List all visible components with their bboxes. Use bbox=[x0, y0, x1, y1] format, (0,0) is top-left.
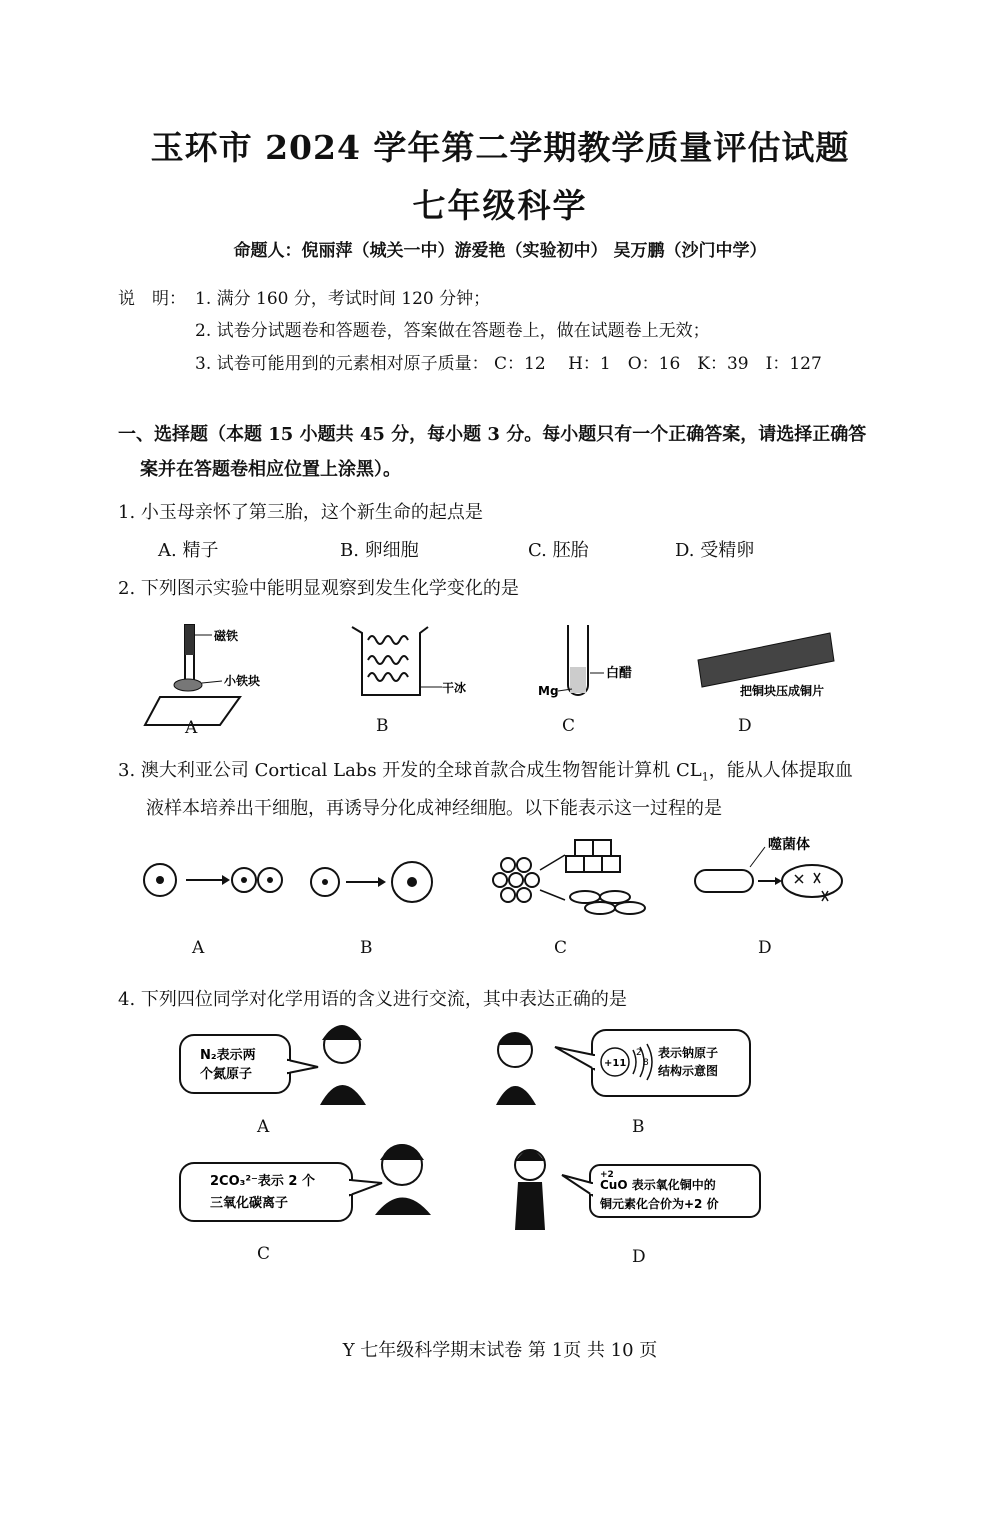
question-1-stem: 1. 小玉母亲怀了第三胎，这个新生命的起点是 bbox=[118, 502, 483, 523]
q1-option-a[interactable]: A. 精子 bbox=[158, 540, 219, 561]
q3-figure-a-cell-division bbox=[144, 864, 282, 896]
q4-a-line2: 个氮原子 bbox=[200, 1067, 253, 1082]
question-3-stem-cont: 液样本培养出干细胞，再诱导分化成神经细胞。以下能表示这一过程的是 bbox=[146, 798, 722, 819]
q4-bubble-a bbox=[180, 1035, 318, 1093]
q4-bubble-c bbox=[180, 1163, 382, 1221]
section-heading: 一、选择题（本题 15 小题共 45 分，每小题 3 分。每小题只有一个正确答案，请选择正确答 bbox=[118, 424, 867, 445]
q4-d-super: +2 bbox=[600, 1170, 614, 1180]
q4-b-e1: 2 bbox=[636, 1048, 642, 1058]
q4-bubble-d bbox=[562, 1165, 760, 1217]
q4-person-c-icon bbox=[375, 1144, 431, 1215]
label-dryice: 干冰 bbox=[442, 681, 467, 695]
q4-a-line1: N₂表示两 bbox=[200, 1048, 256, 1063]
q2-caption-b[interactable]: B bbox=[376, 716, 389, 736]
q3-line1-pre: 3. 澳大利亚公司 Cortical Labs 开发的全球首款合成生物智能计算机 CL bbox=[118, 760, 702, 781]
label-copper: 把铜块压成铜片 bbox=[740, 684, 825, 698]
label-vinegar: 白醋 bbox=[606, 666, 633, 681]
q1-option-d[interactable]: D. 受精卵 bbox=[675, 540, 755, 561]
q4-person-d-icon bbox=[515, 1150, 545, 1230]
q1-option-b[interactable]: B. 卵细胞 bbox=[340, 540, 419, 561]
q3-figure-b-cell-growth bbox=[311, 862, 432, 902]
exam-subtitle: 七年级科学 bbox=[412, 186, 588, 225]
q2-figure-c-testtube bbox=[538, 625, 632, 698]
q4-b-nucleus: +11 bbox=[604, 1058, 627, 1069]
label-phage: 噬菌体 bbox=[768, 837, 810, 853]
q4-person-a-icon bbox=[320, 1025, 366, 1105]
q2-figures bbox=[130, 615, 880, 745]
authors-line: 命题人：倪丽萍（城关一中）游爱艳（实验初中） 吴万鹏（沙门中学） bbox=[233, 241, 767, 261]
q2-figure-d-copper bbox=[698, 633, 834, 698]
q4-caption-b[interactable]: B bbox=[632, 1117, 645, 1137]
label-iron: 小铁块 bbox=[224, 674, 261, 688]
question-3-stem bbox=[118, 756, 853, 784]
q4-b-line2: 结构示意图 bbox=[658, 1064, 719, 1078]
q2-caption-d[interactable]: D bbox=[738, 716, 752, 736]
exam-title: 玉环市 2024 学年第二学期教学质量评估试题 bbox=[150, 128, 850, 167]
notes-label: 说 明： bbox=[118, 289, 186, 309]
q3-figure-c-differentiation bbox=[493, 840, 645, 914]
q4-b-e2: 8 bbox=[643, 1058, 649, 1068]
label-mg: Mg bbox=[538, 684, 559, 698]
q3-figure-d-phage bbox=[695, 836, 842, 901]
q3-figures bbox=[130, 835, 870, 925]
q4-b-line1: 表示钠原子 bbox=[658, 1046, 719, 1060]
page-footer: Y 七年级科学期末试卷 第 1页 共 10 页 bbox=[342, 1340, 658, 1361]
label-magnet: 磁铁 bbox=[214, 629, 239, 643]
question-2-stem: 2. 下列图示实验中能明显观察到发生化学变化的是 bbox=[118, 578, 519, 599]
q4-caption-c[interactable]: C bbox=[257, 1244, 271, 1264]
q3-caption-c[interactable]: C bbox=[554, 938, 568, 958]
q4-c-line2: 三氧化碳离子 bbox=[210, 1196, 289, 1211]
note-item: 3. 试卷可能用到的元素相对原子质量： C：12 H：1 O：16 K：39 I：127 bbox=[195, 354, 822, 374]
q4-caption-a[interactable]: A bbox=[257, 1117, 270, 1137]
note-item: 1. 满分 160 分，考试时间 120 分钟； bbox=[195, 289, 491, 309]
q3-caption-b[interactable]: B bbox=[360, 938, 373, 958]
q3-subscript: 1 bbox=[701, 770, 709, 784]
q4-c-line1: 2CO₃²⁻表示 2 个 bbox=[210, 1174, 315, 1189]
q4-caption-d[interactable]: D bbox=[632, 1247, 646, 1267]
q1-option-c[interactable]: C. 胚胎 bbox=[528, 540, 589, 561]
note-item: 2. 试卷分试题卷和答题卷，答案做在答题卷上，做在试题卷上无效； bbox=[195, 321, 710, 341]
q4-person-b-icon bbox=[496, 1033, 536, 1106]
q4-bubble-b bbox=[555, 1030, 750, 1096]
q2-caption-a[interactable]: A bbox=[185, 718, 198, 738]
q4-d-line2: 铜元素化合价为+2 价 bbox=[600, 1197, 719, 1211]
q3-line1-post: ，能从人体提取血 bbox=[708, 760, 853, 781]
q2-figure-a-magnet bbox=[145, 625, 260, 725]
question-4-stem: 4. 下列四位同学对化学用语的含义进行交流，其中表达正确的是 bbox=[118, 989, 627, 1010]
section-heading-cont: 案并在答题卷相应位置上涂黑）。 bbox=[140, 459, 401, 480]
q2-figure-b-dryice bbox=[352, 627, 466, 695]
q4-d-line1: CuO 表示氧化铜中的 bbox=[600, 1178, 716, 1192]
q3-caption-a[interactable]: A bbox=[192, 938, 205, 958]
q2-caption-c[interactable]: C bbox=[562, 716, 576, 736]
q3-caption-d[interactable]: D bbox=[758, 938, 772, 958]
